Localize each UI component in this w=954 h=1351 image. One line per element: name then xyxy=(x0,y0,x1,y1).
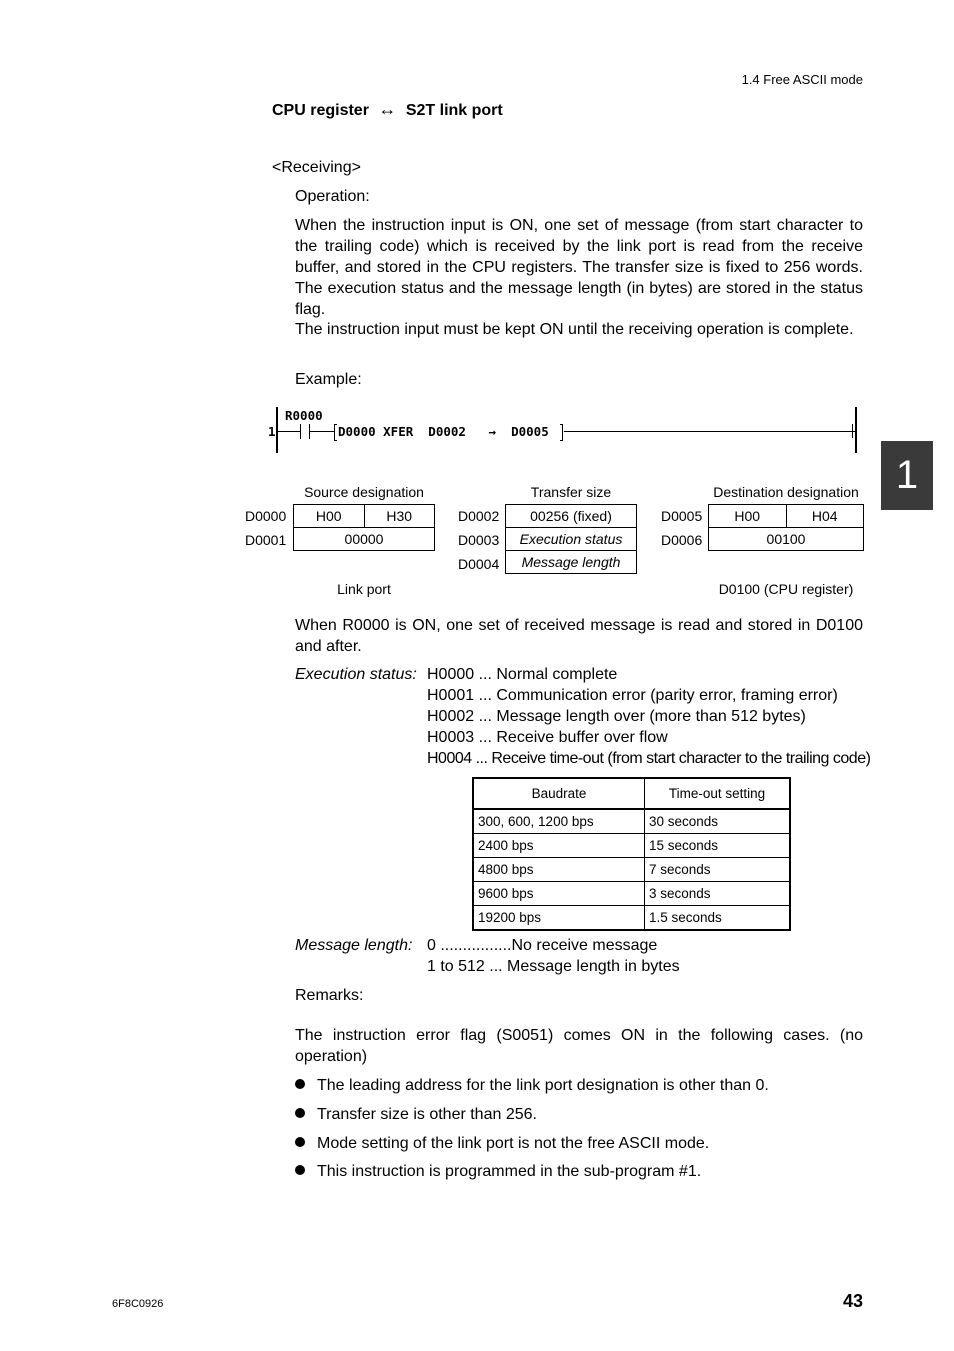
execution-status-item: H0002 ... Message length over (more than 512 bytes) xyxy=(427,708,806,725)
execution-status-item: H0001 ... Communication error (parity error, framing error) xyxy=(427,687,838,704)
doc-code: 6F8C0926 xyxy=(112,1298,164,1310)
bullet-text: The leading address for the link port designation is other than 0. xyxy=(317,1077,769,1094)
table-row xyxy=(473,858,790,882)
operation-text-2: The instruction input must be kept ON until the receiving operation is complete. xyxy=(295,321,854,338)
register-cell: H30 xyxy=(364,505,435,528)
heading-left: CPU register xyxy=(272,102,369,119)
execution-status-item: H0003 ... Receive buffer over flow xyxy=(427,729,668,746)
table-cell: 4800 bps xyxy=(473,858,645,882)
table-cell: 9600 bps xyxy=(473,882,645,906)
table-cell: 2400 bps xyxy=(473,834,645,858)
register-cell: H00 xyxy=(709,505,787,528)
message-length-label: Message length: xyxy=(295,937,413,954)
message-length-item: 0 ................No receive message xyxy=(427,937,658,954)
remarks-intro: The instruction error flag (S0051) comes ON in the following cases. (no operation) xyxy=(295,1027,863,1065)
register-cell: 00100 xyxy=(709,528,864,551)
bullet-text: Transfer size is other than 256. xyxy=(317,1106,537,1123)
bidirectional-arrow-icon: ↔ xyxy=(378,99,397,119)
table-row xyxy=(473,809,790,834)
table-cell: 7 seconds xyxy=(645,858,791,882)
register-cell: H04 xyxy=(786,505,864,528)
transfer-reg-label: D0003 xyxy=(458,532,500,548)
bullet-icon xyxy=(295,1165,305,1175)
dest-reg-label: D0006 xyxy=(661,532,703,548)
execution-status-label: Execution status: xyxy=(295,666,417,683)
bullet-icon xyxy=(295,1137,305,1147)
transfer-register-table xyxy=(505,504,637,574)
execution-status-item: H0000 ... Normal complete xyxy=(427,666,618,683)
contact-symbol xyxy=(300,424,301,439)
column-header: Baudrate xyxy=(473,778,645,809)
dest-footer: D0100 (CPU register) xyxy=(718,581,854,597)
contact-label: R0000 xyxy=(285,408,323,423)
operation-label: Operation: xyxy=(295,188,370,205)
bullet-text: Mode setting of the link port is not the free ASCII mode. xyxy=(317,1135,710,1152)
column-header: Time-out setting xyxy=(645,778,791,809)
transfer-caption: Transfer size xyxy=(530,484,612,500)
register-cell: 00000 xyxy=(294,528,435,551)
table-row xyxy=(473,906,790,931)
source-reg-label: D0001 xyxy=(245,532,287,548)
source-register-table xyxy=(293,504,435,551)
table-cell: 19200 bps xyxy=(473,906,645,931)
source-caption: Source designation xyxy=(304,484,424,500)
table-cell: 1.5 seconds xyxy=(645,906,791,931)
operation-text: When the instruction input is ON, one set of message (from start character to the trailing code) which is received by the link port is read from the receive buffer, and stored in the CPU registers. The transfer size is fixed to 256 words. The execution status and the message length (in bytes) are stored in the status flag. xyxy=(295,217,863,318)
table-header-row xyxy=(473,778,790,809)
list-item xyxy=(295,1075,769,1096)
list-item xyxy=(295,1133,709,1154)
page-heading xyxy=(272,99,503,120)
remarks-label: Remarks: xyxy=(295,987,364,1004)
page-number: 43 xyxy=(842,1291,863,1311)
transfer-reg-label: D0004 xyxy=(458,556,500,572)
register-cell: Execution status xyxy=(506,528,637,551)
table-cell: 3 seconds xyxy=(645,882,791,906)
execution-status-item: H0004 ... Receive time-out (from start character to the trailing code) xyxy=(427,750,871,767)
section-header: 1.4 Free ASCII mode xyxy=(741,72,863,87)
receiving-title: <Receiving> xyxy=(272,159,361,176)
table-row xyxy=(473,834,790,858)
right-power-rail xyxy=(855,407,857,453)
list-item xyxy=(295,1104,537,1125)
register-cell: 00256 (fixed) xyxy=(506,505,637,528)
bullet-text: This instruction is programmed in the sub-program #1. xyxy=(317,1163,702,1180)
table-cell: 300, 600, 1200 bps xyxy=(473,809,645,834)
source-footer: Link port xyxy=(337,581,391,597)
example-label: Example: xyxy=(295,371,362,388)
bullet-icon xyxy=(295,1108,305,1118)
table-cell: 15 seconds xyxy=(645,834,791,858)
bullet-icon xyxy=(295,1079,305,1089)
list-item xyxy=(295,1161,701,1182)
when-text: When R0000 is ON, one set of received message is read and stored in D0100 and after. xyxy=(295,617,863,655)
heading-right: S2T link port xyxy=(405,102,503,119)
dest-register-table xyxy=(708,504,864,551)
left-power-rail xyxy=(276,407,278,453)
ladder-diagram xyxy=(262,402,872,458)
chapter-tab: 1 xyxy=(881,441,933,510)
table-cell: 30 seconds xyxy=(645,809,791,834)
register-cell: H00 xyxy=(294,505,365,528)
transfer-reg-label: D0002 xyxy=(458,508,500,524)
register-cell: Message length xyxy=(506,551,637,574)
dest-reg-label: D0005 xyxy=(661,508,703,524)
xfer-instruction: D0000 XFER D0002 → D0005 xyxy=(338,424,549,439)
rung-number: 1 xyxy=(268,424,276,439)
message-length-item: 1 to 512 ... Message length in bytes xyxy=(427,958,680,975)
table-row xyxy=(473,882,790,906)
source-reg-label: D0000 xyxy=(245,508,287,524)
timeout-table xyxy=(472,777,791,931)
dest-caption: Destination designation xyxy=(713,484,859,500)
